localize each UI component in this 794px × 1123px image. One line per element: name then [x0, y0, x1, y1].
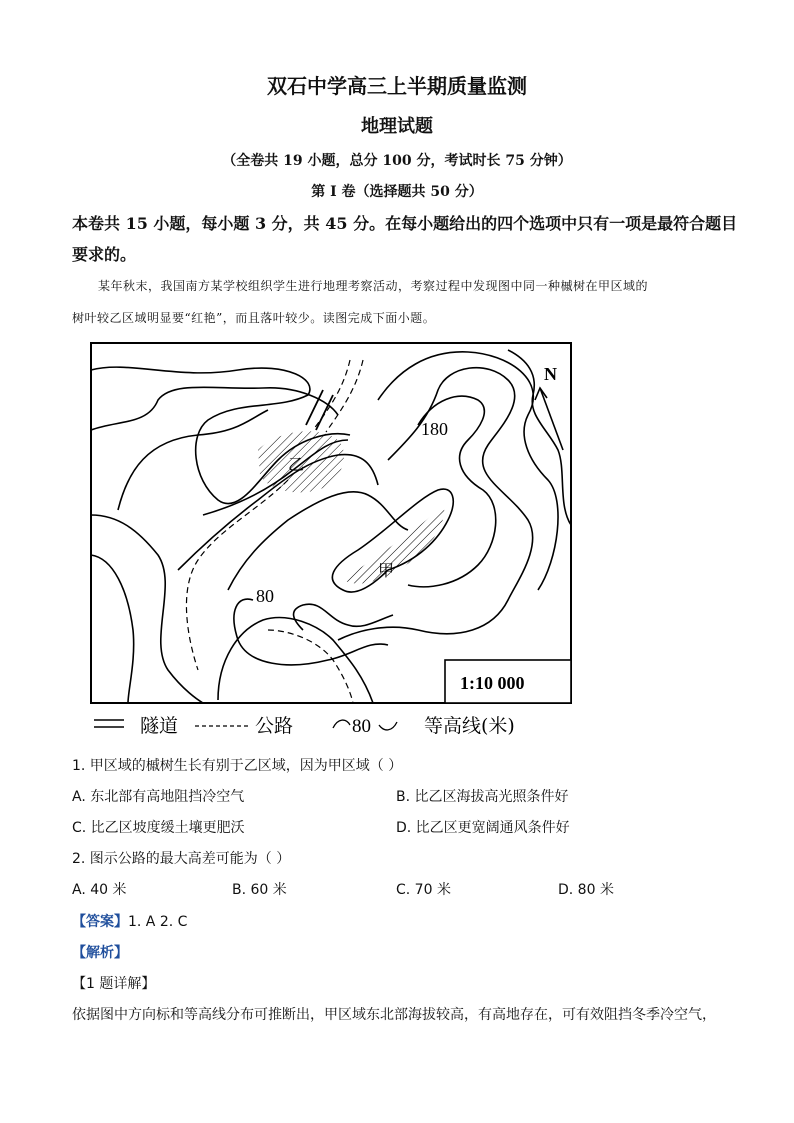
- question-1-option-d: D. 比乙区更宽阔通风条件好: [396, 820, 570, 836]
- map-frame: [91, 343, 571, 703]
- question-1-option-a: A. 东北部有高地阻挡冷空气: [72, 789, 245, 805]
- analysis-text: 依据图中方向标和等高线分布可推断出，甲区域东北部海拔较高，有高地存在，可有效阻挡冬季冷空气，: [72, 1007, 716, 1023]
- subject-title: 地理试题: [361, 116, 433, 137]
- question-2-option-c: C. 70 米: [396, 882, 451, 898]
- question-2-option-a: A. 40 米: [72, 882, 127, 898]
- school-title: 双石中学高三上半期质量监测: [267, 74, 527, 98]
- question-1-option-c: C. 比乙区坡度缓土壤更肥沃: [72, 820, 245, 836]
- contour-label-180: 180: [421, 419, 448, 439]
- answer-label: 【答案】: [72, 914, 128, 930]
- area-jia-label: 甲: [378, 561, 395, 580]
- contour-label-80: 80: [256, 586, 274, 606]
- analysis-label: 【解析】: [72, 945, 128, 961]
- answer-values: 1. A 2. C: [128, 914, 188, 930]
- legend-tunnel-label: 隧道: [140, 715, 179, 737]
- north-label: N: [544, 364, 557, 384]
- north-arrow-icon: [535, 388, 563, 450]
- area-yi-label: 乙: [288, 455, 305, 474]
- section-title: 第 I 卷（选择题共 50 分）: [311, 184, 483, 200]
- legend: [94, 715, 515, 737]
- question-2-stem: 2. 图示公路的最大高差可能为（ ）: [72, 851, 291, 867]
- analysis-detail-label: 【1 题详解】: [72, 976, 156, 992]
- legend-contour-value: 80: [352, 716, 371, 737]
- answer-line: [72, 911, 187, 931]
- passage-line-2: 树叶较乙区域明显要“红艳”，而且落叶较少。读图完成下面小题。: [72, 311, 436, 325]
- question-1-option-b: B. 比乙区海拔高光照条件好: [396, 789, 569, 805]
- passage-line-1: 某年秋末，我国南方某学校组织学生进行地理考察活动，考察过程中发现图中同一种槭树在甲区域的: [98, 279, 649, 293]
- legend-contour-label: 等高线(米): [424, 715, 515, 737]
- instructions-line-2: 要求的。: [72, 245, 137, 264]
- contour-lines: [91, 350, 571, 703]
- question-2-option-d: D. 80 米: [558, 882, 614, 898]
- scale-label: 1:10 000: [460, 673, 525, 693]
- contour-map: [88, 340, 608, 745]
- question-2-option-b: B. 60 米: [232, 882, 287, 898]
- exam-info: （全卷共 19 小题，总分 100 分，考试时长 75 分钟）: [222, 153, 572, 169]
- question-1-stem: 1. 甲区域的槭树生长有别于乙区域，因为甲区域（ ）: [72, 758, 403, 774]
- legend-road-label: 公路: [255, 715, 294, 737]
- instructions-line-1: 本卷共 15 小题，每小题 3 分，共 45 分。在每小题给出的四个选项中只有一项是最符合题目: [72, 214, 738, 233]
